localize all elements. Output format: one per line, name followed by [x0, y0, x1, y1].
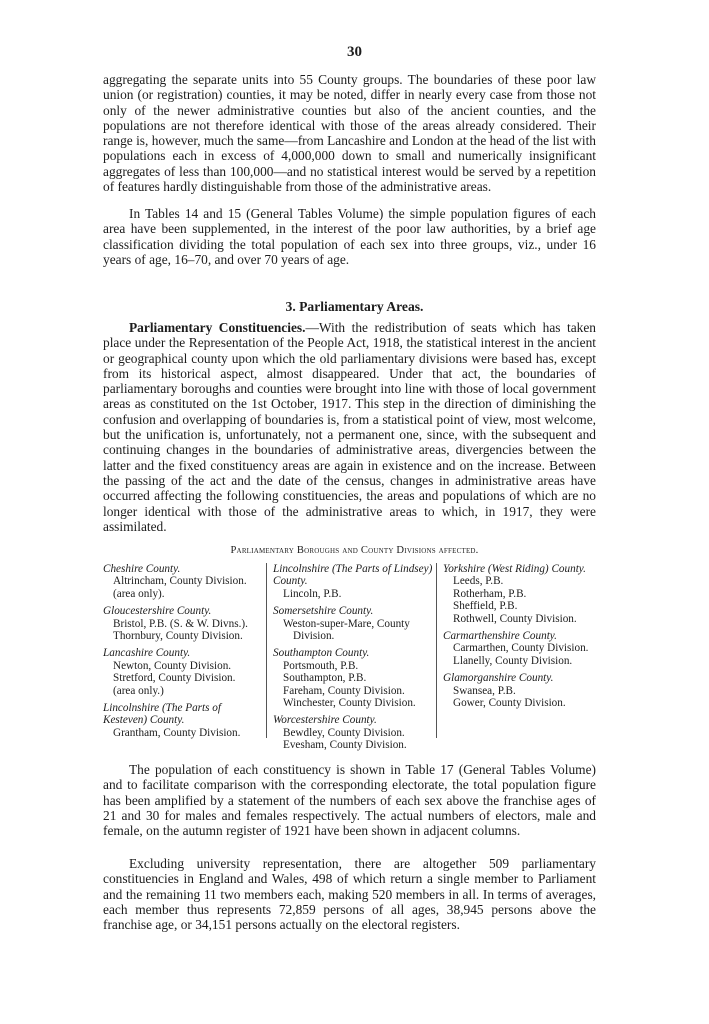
constituency-entry: Carmarthen, County Division.	[453, 642, 589, 655]
county-group	[443, 563, 604, 625]
constituency-entry: Rotherham, P.B.	[453, 587, 527, 600]
paragraph-tables-14-15	[103, 206, 596, 267]
paragraph-poor-law-unions	[103, 72, 596, 194]
constituency-entry: Sheffield, P.B.	[453, 600, 518, 613]
county-group	[103, 563, 263, 600]
county-name: Southampton County.	[273, 647, 370, 660]
constituency-entry: Altrincham, County Division.	[113, 575, 247, 588]
run-in-heading: Parliamentary Constituencies.	[129, 320, 306, 335]
constituency-entry: Llanelly, County Division.	[453, 654, 573, 667]
county-group	[273, 714, 437, 751]
county-name: Somersetshire County.	[273, 605, 374, 618]
constituency-entry: Bewdley, County Division.	[283, 726, 405, 739]
constituency-entry: Newton, County Division.	[113, 659, 232, 672]
county-group	[273, 605, 437, 642]
county-group	[103, 605, 263, 642]
county-group	[273, 647, 437, 709]
section-heading: 3. Parliamentary Areas.	[285, 299, 424, 314]
county-name: Lancashire County.	[103, 647, 191, 660]
county-name: Glamorganshire County.	[443, 672, 554, 685]
county-name: Worcestershire County.	[273, 714, 377, 727]
county-name: Yorkshire (West Riding) County.	[443, 563, 586, 575]
page-number: 30	[347, 44, 362, 60]
paragraph-text: aggregating the separate units into 55 County groups. The boundaries of these poor law union (or registration) counties, it may be noted, differ in nearly every case from those not only of the newer administrative counties but also of the ancient counties, and the populations are not therefore identical with those of the areas already considered. Their range is, however, much the same—from Lancashire and London at the head of the list with populations each in excess of 4,000,000 down to small and numerically insignificant aggregates of less than 100,000—and no statistical interest would be served by a repetition of features hardly distinguishable from those of the administrative areas.	[103, 72, 596, 195]
constituency-entry: Swansea, P.B.	[453, 684, 516, 697]
constituency-entry: Portsmouth, P.B.	[283, 659, 359, 672]
county-name: Carmarthenshire County.	[443, 630, 557, 643]
paragraph-averages	[103, 856, 596, 932]
constituency-entry: Southampton, P.B.	[283, 672, 367, 685]
county-name: Cheshire County.	[103, 563, 181, 575]
county-name: Lincolnshire (The Parts of Kesteven) County.	[103, 702, 221, 727]
county-group	[443, 630, 604, 667]
constituency-entry: Fareham, County Division.	[283, 684, 405, 697]
paragraph-text: Excluding university representation, there are altogether 509 parliamentary constituencies in England and Wales, 498 of which return a single member to Parliament and the remaining 11 two members each, making 520 members in all. In terms of averages, each member thus represents 72,859 persons of all ages, 38,945 persons above the franchise age, or 34,151 persons actually on the electoral registers.	[103, 856, 596, 933]
affected-areas-table	[103, 563, 599, 752]
table-column-2	[266, 563, 437, 752]
constituency-entry: Gower, County Division.	[453, 697, 566, 710]
paragraph-text: In Tables 14 and 15 (General Tables Volume) the simple population figures of each area have been supplemented, in the interest of the poor law authorities, by a brief age classification dividing the total population of each sex into three groups, viz., under 16 years of age, 16–70, and over 70 years of age.	[103, 206, 596, 267]
constituency-entry: Weston-super-Mare, County Division.	[283, 617, 410, 643]
paragraph-text: The population of each constituency is shown in Table 17 (General Tables Volume) and to facilitate comparison with the corresponding electorate, the total population figure has been amplified by a statement of the numbers of each sex above the franchise ages of 21 and 30 for males and females respectively. The actual numbers of electors, male and female, on the autumn register of 1921 have been shown in adjacent columns.	[103, 762, 596, 839]
county-group	[443, 672, 604, 709]
paragraph-table-17	[103, 762, 596, 838]
paragraph-body: —With the redistribution of seats which has taken place under the Representation of the People Act, 1918, the statistical interest in the ancient or geographical county upon which the old parliamentary divisions were based has, except from its historical aspect, almost disappeared. Under that act, the boundaries of parliamentary boroughs and counties were brought into line with those of local government areas as constituted on the 1st October, 1917. This step in the direction of diminishing the confusion and overlapping of boundaries is, from a statistical point of view, most welcome, but the unification is, unfortunately, not a permanent one, since, with the subsequent and continuing changes in the boundaries of administrative areas, divergencies between the latter and the fixed constituency areas are again in existence and on the increase. Between the passing of the act and the date of the census, changes in administrative areas have occurred affecting the following constituencies, the areas and populations of which are no longer identical with those of the administrative areas to which, in 1917, they were assimilated.	[103, 320, 596, 534]
county-group	[103, 702, 263, 739]
table-title: Parliamentary Boroughs and County Divisions affected.	[230, 545, 479, 556]
constituency-entry: Stretford, County Division.	[113, 672, 236, 685]
constituency-entry: (area only.)	[113, 684, 164, 697]
county-group	[103, 647, 263, 697]
constituency-entry: Leeds, P.B.	[453, 575, 504, 588]
table-column-3	[436, 563, 604, 738]
constituency-entry: Bristol, P.B. (S. & W. Divns.).	[113, 617, 248, 630]
county-group	[273, 563, 437, 600]
county-name: Lincolnshire (The Parts of Lindsey) County.	[273, 563, 433, 588]
constituency-entry: Thornbury, County Division.	[113, 630, 243, 643]
constituency-entry: Evesham, County Division.	[283, 739, 407, 752]
constituency-entry: Rothwell, County Division.	[453, 612, 577, 625]
constituency-entry: Winchester, County Division.	[283, 697, 416, 710]
table-column-1	[103, 563, 263, 738]
paragraph-parliamentary-constituencies	[103, 320, 596, 534]
constituency-entry: Grantham, County Division.	[113, 726, 241, 739]
constituency-entry: (area only).	[113, 587, 165, 600]
constituency-entry: Lincoln, P.B.	[283, 587, 342, 600]
paragraph-text	[103, 320, 596, 534]
county-name: Gloucestershire County.	[103, 605, 212, 618]
